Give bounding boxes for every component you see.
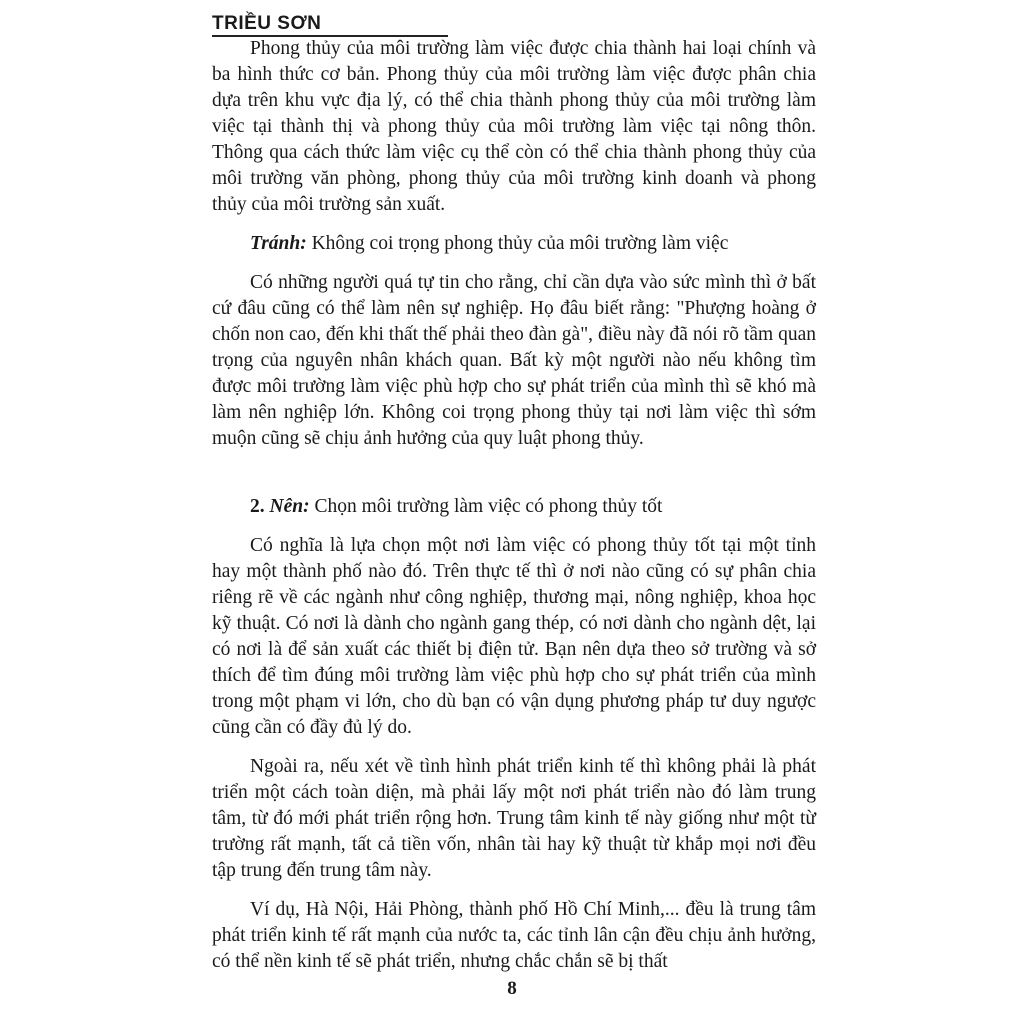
should-label: Nên: (269, 496, 310, 517)
avoid-heading-text: Không coi trọng phong thủy của môi trường làm việc (306, 233, 729, 254)
should-number: 2. (250, 496, 265, 517)
paragraph-confidence: Có những người quá tự tin cho rằng, chỉ cần dựa vào sức mình thì ở bất cứ đâu cũng có thể làm nên sự nghiệp. Họ đâu biết rằng: "Phượng hoàng ở chốn non cao, đến khi thất thế phải theo đàn gà", điều này đã nói rõ tầm quan trọng của nguyên nhân khách quan. Bất kỳ một người nào nếu không tìm được môi trường làm việc phù hợp cho sự phát triển của mình thì sẽ khó mà làm nên nghiệp lớn. Không coi trọng phong thủy tại nơi làm việc thì sớm muộn cũng sẽ chịu ảnh hưởng của quy luật phong thủy. (212, 272, 816, 449)
avoid-heading (212, 231, 816, 257)
page-number: 8 (507, 978, 517, 999)
should-heading (212, 494, 816, 520)
paragraph-classification: Phong thủy của môi trường làm việc được chia thành hai loại chính và ba hình thức cơ bản. Phong thủy của môi trường làm việc được phân chia dựa trên khu vực địa lý, có thể chia thành phong thủy của môi trường làm việc tại thành thị và phong thủy của môi trường làm việc tại nông thôn. Thông qua cách thức làm việc cụ thể còn có thể chia thành phong thủy của môi trường văn phòng, phong thủy của môi trường kinh doanh và phong thủy của môi trường sản xuất. (212, 38, 816, 215)
running-header: TRIỀU SƠN (212, 14, 448, 37)
paragraph-economic-center: Ngoài ra, nếu xét về tình hình phát triển kinh tế thì không phải là phát triển một cách toàn diện, mà phải lấy một nơi phát triển nào đó làm trung tâm, từ đó mới phát triển rộng hơn. Trung tâm kinh tế này giống như một từ trường rất mạnh, tất cả tiền vốn, nhân tài hay kỹ thuật từ khắp mọi nơi đều tập trung đến trung tâm này. (212, 756, 816, 881)
paragraph-example-cities: Ví dụ, Hà Nội, Hải Phòng, thành phố Hồ Chí Minh,... đều là trung tâm phát triển kinh tế rất mạnh của nước ta, các tỉnh lân cận đều chịu ảnh hưởng, có thể nền kinh tế sẽ phát triển, nhưng chắc chắn sẽ bị thất (212, 899, 816, 972)
should-heading-text: Chọn môi trường làm việc có phong thủy tốt (309, 496, 663, 517)
paragraph-choose-location: Có nghĩa là lựa chọn một nơi làm việc có phong thủy tốt tại một tỉnh hay một thành phố nào đó. Trên thực tế thì ở nơi nào cũng có sự phân chia riêng rẽ về các ngành như công nghiệp, thương mại, nông nghiệp, khoa học kỹ thuật. Có nơi là dành cho ngành gang thép, có nơi dành cho ngành dệt, lại có nơi là để sản xuất các thiết bị điện tử. Bạn nên dựa theo sở trường và sở thích để tìm đúng môi trường làm việc phù hợp cho sự phát triển của mình trong một phạm vi lớn, cho dù bạn có vận dụng phương pháp tư duy ngược cũng cần có đầy đủ lý do. (212, 535, 816, 738)
body-text (212, 36, 816, 988)
avoid-label: Tránh: (250, 233, 307, 254)
